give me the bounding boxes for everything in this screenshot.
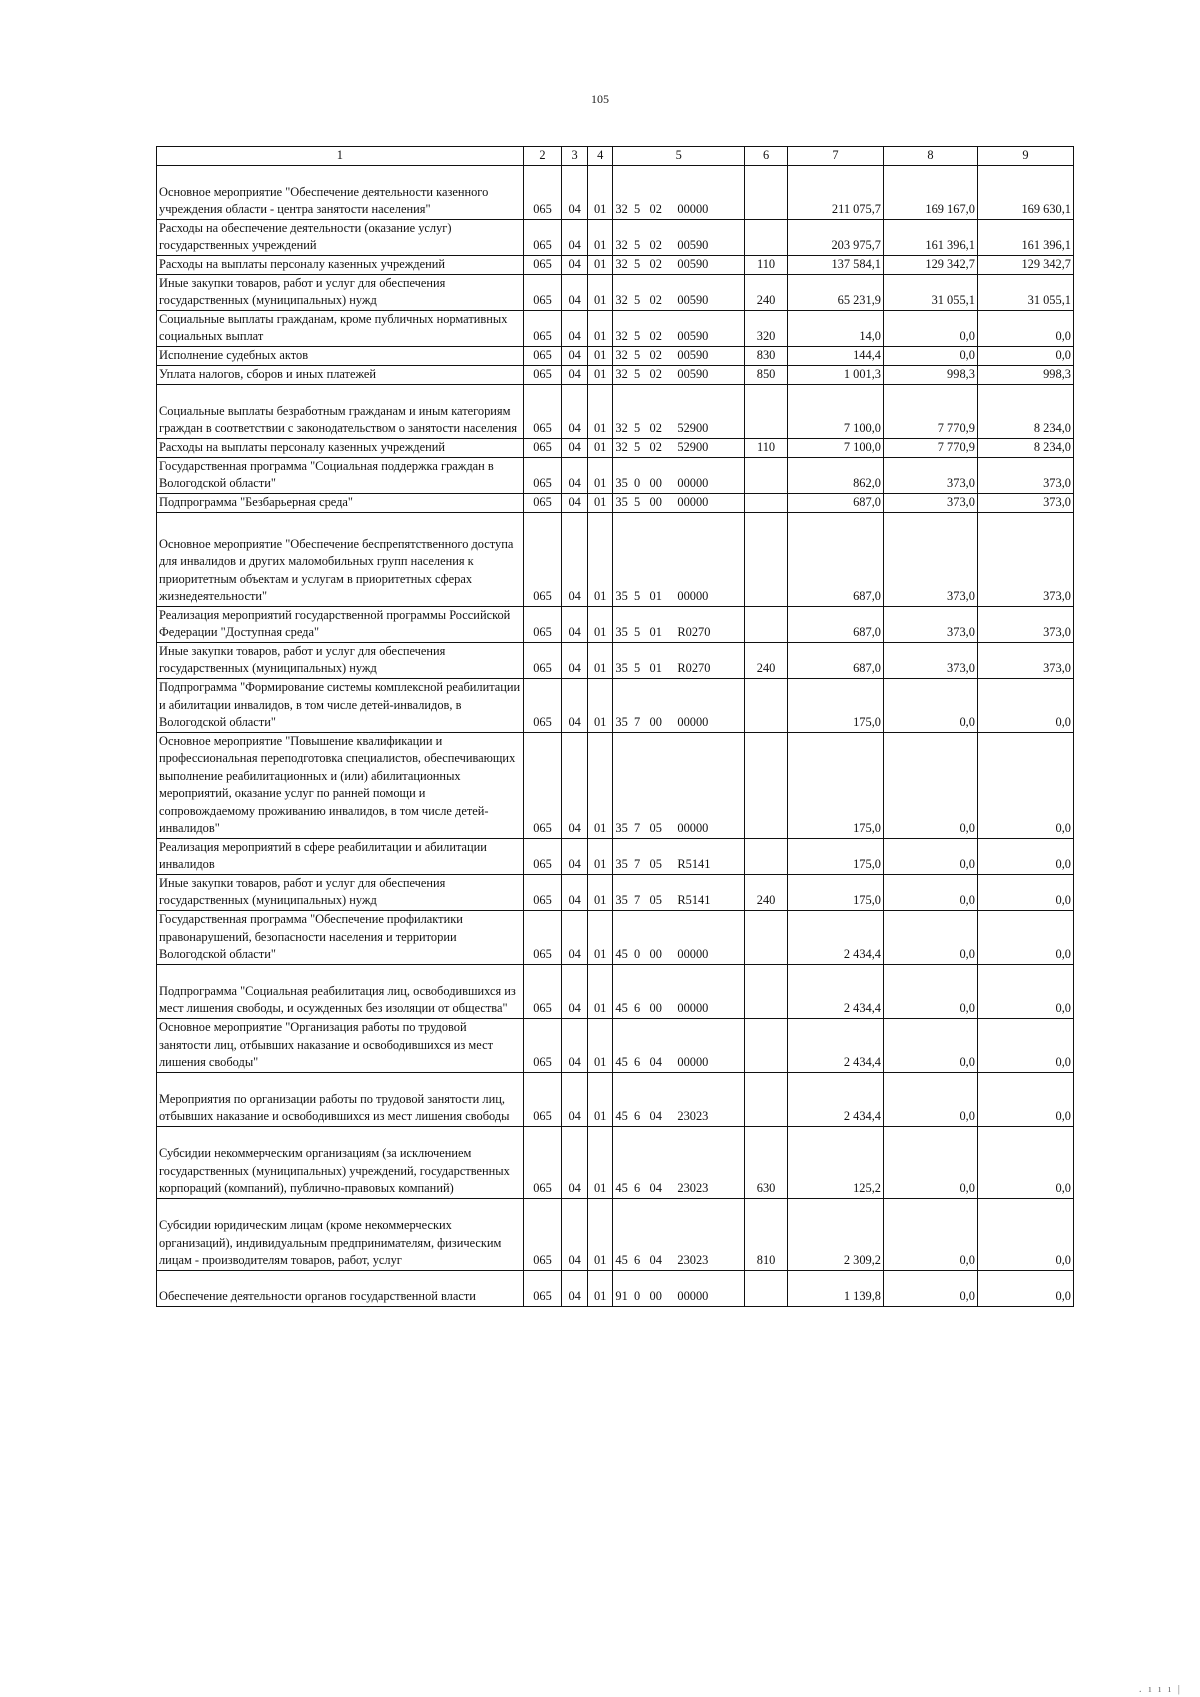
row-title: Исполнение судебных актов — [157, 346, 524, 365]
cell-expense-type — [745, 678, 788, 732]
cell-subsection: 01 — [587, 874, 613, 910]
cell-amount-3: 0,0 — [977, 678, 1073, 732]
cell-section: 04 — [562, 365, 588, 384]
cell-section: 04 — [562, 310, 588, 346]
cell-section: 04 — [562, 678, 588, 732]
table-row — [157, 384, 1074, 438]
row-title: Государственная программа "Социальная поддержка граждан в Вологодской области" — [157, 457, 524, 493]
cell-amount-2: 7 770,9 — [884, 438, 978, 457]
cell-expense-type: 630 — [745, 1126, 788, 1198]
row-title: Субсидии юридическим лицам (кроме некоммерческих организаций), индивидуальным предпринимателям, физическим лицам - производителям товаров, работ, услуг — [157, 1198, 524, 1270]
cell-amount-3: 169 630,1 — [977, 165, 1073, 219]
cell-target-article: 45 6 04 00000 — [613, 1018, 745, 1072]
cell-amount-1: 175,0 — [788, 874, 884, 910]
cell-amount-3: 0,0 — [977, 838, 1073, 874]
cell-amount-1: 862,0 — [788, 457, 884, 493]
table-row — [157, 838, 1074, 874]
cell-ministry: 065 — [523, 874, 562, 910]
cell-amount-1: 175,0 — [788, 678, 884, 732]
cell-ministry: 065 — [523, 910, 562, 964]
row-title: Расходы на выплаты персоналу казенных учреждений — [157, 255, 524, 274]
cell-target-article: 32 5 02 00590 — [613, 219, 745, 255]
cell-expense-type: 830 — [745, 346, 788, 365]
row-title: Обеспечение деятельности органов государственной власти — [157, 1270, 524, 1306]
cell-amount-2: 373,0 — [884, 512, 978, 606]
cell-amount-2: 0,0 — [884, 874, 978, 910]
row-title: Основное мероприятие "Обеспечение беспрепятственного доступа для инвалидов и других маломобильных групп населения к приоритетным объектам и услугам в приоритетных сферах жизнедеятельности" — [157, 512, 524, 606]
cell-subsection: 01 — [587, 310, 613, 346]
cell-target-article: 32 5 02 00590 — [613, 310, 745, 346]
cell-expense-type — [745, 1018, 788, 1072]
cell-amount-1: 125,2 — [788, 1126, 884, 1198]
table-row — [157, 910, 1074, 964]
row-title: Мероприятия по организации работы по трудовой занятости лиц, отбывших наказание и освободившихся из мест лишения свободы — [157, 1072, 524, 1126]
cell-amount-1: 1 139,8 — [788, 1270, 884, 1306]
cell-section: 04 — [562, 964, 588, 1018]
cell-amount-2: 0,0 — [884, 310, 978, 346]
table-row — [157, 346, 1074, 365]
cell-amount-1: 2 309,2 — [788, 1198, 884, 1270]
cell-section: 04 — [562, 384, 588, 438]
cell-amount-2: 998,3 — [884, 365, 978, 384]
cell-target-article: 35 7 00 00000 — [613, 678, 745, 732]
cell-amount-3: 0,0 — [977, 1018, 1073, 1072]
header-cell: 7 — [788, 147, 884, 166]
cell-ministry: 065 — [523, 1126, 562, 1198]
header-cell: 2 — [523, 147, 562, 166]
cell-subsection: 01 — [587, 1270, 613, 1306]
row-title: Подпрограмма "Безбарьерная среда" — [157, 493, 524, 512]
cell-subsection: 01 — [587, 274, 613, 310]
cell-subsection: 01 — [587, 1198, 613, 1270]
cell-amount-2: 161 396,1 — [884, 219, 978, 255]
cell-amount-1: 175,0 — [788, 732, 884, 838]
cell-amount-1: 7 100,0 — [788, 384, 884, 438]
cell-target-article: 35 5 00 00000 — [613, 493, 745, 512]
cell-amount-3: 0,0 — [977, 1072, 1073, 1126]
row-title: Реализация мероприятий в сфере реабилитации и абилитации инвалидов — [157, 838, 524, 874]
cell-subsection: 01 — [587, 1126, 613, 1198]
cell-expense-type — [745, 964, 788, 1018]
cell-target-article: 32 5 02 00000 — [613, 165, 745, 219]
cell-amount-2: 0,0 — [884, 1270, 978, 1306]
table-row — [157, 310, 1074, 346]
cell-ministry: 065 — [523, 1198, 562, 1270]
row-title: Государственная программа "Обеспечение профилактики правонарушений, безопасности населения и территории Вологодской области" — [157, 910, 524, 964]
table-row — [157, 964, 1074, 1018]
cell-amount-2: 0,0 — [884, 964, 978, 1018]
cell-expense-type: 320 — [745, 310, 788, 346]
cell-target-article: 45 6 04 23023 — [613, 1198, 745, 1270]
cell-amount-3: 0,0 — [977, 1198, 1073, 1270]
cell-subsection: 01 — [587, 365, 613, 384]
cell-ministry: 065 — [523, 457, 562, 493]
cell-expense-type: 110 — [745, 255, 788, 274]
header-cell: 5 — [613, 147, 745, 166]
cell-ministry: 065 — [523, 512, 562, 606]
cell-amount-2: 373,0 — [884, 457, 978, 493]
row-title: Подпрограмма "Социальная реабилитация лиц, освободившихся из мест лишения свободы, и осужденных без изоляции от общества" — [157, 964, 524, 1018]
cell-ministry: 065 — [523, 274, 562, 310]
cell-subsection: 01 — [587, 493, 613, 512]
cell-amount-3: 0,0 — [977, 910, 1073, 964]
row-title: Социальные выплаты безработным гражданам и иным категориям граждан в соответствии с законодательством о занятости населения — [157, 384, 524, 438]
cell-amount-2: 373,0 — [884, 642, 978, 678]
cell-amount-1: 203 975,7 — [788, 219, 884, 255]
header-cell: 3 — [562, 147, 588, 166]
cell-amount-2: 31 055,1 — [884, 274, 978, 310]
cell-expense-type: 110 — [745, 438, 788, 457]
cell-subsection: 01 — [587, 165, 613, 219]
scan-marks: . ı ı ı | — [1138, 1683, 1182, 1695]
header-cell: 6 — [745, 147, 788, 166]
row-title: Социальные выплаты гражданам, кроме публичных нормативных социальных выплат — [157, 310, 524, 346]
cell-amount-1: 1 001,3 — [788, 365, 884, 384]
cell-ministry: 065 — [523, 1072, 562, 1126]
cell-expense-type — [745, 910, 788, 964]
cell-expense-type — [745, 512, 788, 606]
cell-ministry: 065 — [523, 165, 562, 219]
cell-amount-1: 2 434,4 — [788, 964, 884, 1018]
table-row — [157, 732, 1074, 838]
table-row — [157, 874, 1074, 910]
cell-subsection: 01 — [587, 457, 613, 493]
cell-amount-3: 31 055,1 — [977, 274, 1073, 310]
cell-amount-3: 998,3 — [977, 365, 1073, 384]
cell-section: 04 — [562, 732, 588, 838]
cell-amount-1: 687,0 — [788, 493, 884, 512]
cell-ministry: 065 — [523, 219, 562, 255]
row-title: Иные закупки товаров, работ и услуг для обеспечения государственных (муниципальных) нужд — [157, 642, 524, 678]
cell-amount-1: 2 434,4 — [788, 1072, 884, 1126]
cell-target-article: 35 5 01 R0270 — [613, 642, 745, 678]
cell-ministry: 065 — [523, 838, 562, 874]
table-row — [157, 1126, 1074, 1198]
cell-target-article: 45 6 00 00000 — [613, 964, 745, 1018]
cell-target-article: 35 7 05 00000 — [613, 732, 745, 838]
cell-section: 04 — [562, 346, 588, 365]
cell-subsection: 01 — [587, 219, 613, 255]
row-title: Иные закупки товаров, работ и услуг для обеспечения государственных (муниципальных) нужд — [157, 874, 524, 910]
cell-amount-3: 0,0 — [977, 1126, 1073, 1198]
page-number: 105 — [591, 92, 609, 106]
cell-ministry: 065 — [523, 678, 562, 732]
table-row — [157, 219, 1074, 255]
cell-section: 04 — [562, 457, 588, 493]
cell-ministry: 065 — [523, 964, 562, 1018]
cell-amount-2: 169 167,0 — [884, 165, 978, 219]
cell-amount-2: 0,0 — [884, 838, 978, 874]
table-row — [157, 1198, 1074, 1270]
cell-amount-2: 0,0 — [884, 1126, 978, 1198]
cell-target-article: 45 6 04 23023 — [613, 1126, 745, 1198]
cell-ministry: 065 — [523, 310, 562, 346]
cell-section: 04 — [562, 438, 588, 457]
cell-section: 04 — [562, 1270, 588, 1306]
cell-subsection: 01 — [587, 606, 613, 642]
cell-amount-3: 8 234,0 — [977, 384, 1073, 438]
cell-amount-3: 373,0 — [977, 512, 1073, 606]
cell-amount-3: 129 342,7 — [977, 255, 1073, 274]
header-cell: 4 — [587, 147, 613, 166]
cell-amount-3: 0,0 — [977, 874, 1073, 910]
header-cell: 9 — [977, 147, 1073, 166]
cell-amount-1: 137 584,1 — [788, 255, 884, 274]
cell-section: 04 — [562, 274, 588, 310]
cell-amount-2: 0,0 — [884, 1072, 978, 1126]
cell-target-article: 45 0 00 00000 — [613, 910, 745, 964]
cell-section: 04 — [562, 1072, 588, 1126]
cell-subsection: 01 — [587, 512, 613, 606]
cell-ministry: 065 — [523, 438, 562, 457]
cell-expense-type — [745, 1270, 788, 1306]
cell-ministry: 065 — [523, 606, 562, 642]
cell-amount-2: 0,0 — [884, 1198, 978, 1270]
cell-ministry: 065 — [523, 642, 562, 678]
cell-target-article: 32 5 02 52900 — [613, 384, 745, 438]
cell-expense-type — [745, 606, 788, 642]
cell-amount-1: 687,0 — [788, 642, 884, 678]
cell-expense-type: 240 — [745, 274, 788, 310]
cell-amount-3: 373,0 — [977, 606, 1073, 642]
table-header-row — [157, 147, 1074, 166]
table-row — [157, 1018, 1074, 1072]
cell-expense-type: 810 — [745, 1198, 788, 1270]
cell-section: 04 — [562, 219, 588, 255]
cell-expense-type — [745, 838, 788, 874]
cell-amount-2: 373,0 — [884, 606, 978, 642]
row-title: Иные закупки товаров, работ и услуг для обеспечения государственных (муниципальных) нужд — [157, 274, 524, 310]
cell-ministry: 065 — [523, 1270, 562, 1306]
cell-amount-1: 144,4 — [788, 346, 884, 365]
table-row — [157, 457, 1074, 493]
cell-section: 04 — [562, 1198, 588, 1270]
cell-ministry: 065 — [523, 493, 562, 512]
cell-amount-3: 373,0 — [977, 457, 1073, 493]
row-title: Расходы на выплаты персоналу казенных учреждений — [157, 438, 524, 457]
table-row — [157, 678, 1074, 732]
cell-ministry: 065 — [523, 384, 562, 438]
table-row — [157, 1270, 1074, 1306]
cell-expense-type: 240 — [745, 874, 788, 910]
cell-section: 04 — [562, 165, 588, 219]
cell-amount-1: 14,0 — [788, 310, 884, 346]
cell-amount-1: 65 231,9 — [788, 274, 884, 310]
cell-subsection: 01 — [587, 255, 613, 274]
cell-expense-type — [745, 732, 788, 838]
table-row — [157, 274, 1074, 310]
cell-amount-3: 373,0 — [977, 642, 1073, 678]
cell-amount-3: 0,0 — [977, 964, 1073, 1018]
header-cell: 1 — [157, 147, 524, 166]
cell-subsection: 01 — [587, 732, 613, 838]
table-row — [157, 165, 1074, 219]
cell-target-article: 45 6 04 23023 — [613, 1072, 745, 1126]
row-title: Расходы на обеспечение деятельности (оказание услуг) государственных учреждений — [157, 219, 524, 255]
header-cell: 8 — [884, 147, 978, 166]
cell-expense-type — [745, 165, 788, 219]
cell-amount-3: 8 234,0 — [977, 438, 1073, 457]
cell-subsection: 01 — [587, 346, 613, 365]
cell-amount-2: 129 342,7 — [884, 255, 978, 274]
cell-amount-2: 0,0 — [884, 910, 978, 964]
cell-ministry: 065 — [523, 732, 562, 838]
cell-subsection: 01 — [587, 838, 613, 874]
cell-amount-1: 7 100,0 — [788, 438, 884, 457]
cell-target-article: 91 0 00 00000 — [613, 1270, 745, 1306]
cell-expense-type — [745, 1072, 788, 1126]
cell-expense-type — [745, 457, 788, 493]
cell-target-article: 32 5 02 52900 — [613, 438, 745, 457]
cell-subsection: 01 — [587, 678, 613, 732]
cell-section: 04 — [562, 606, 588, 642]
cell-target-article: 32 5 02 00590 — [613, 365, 745, 384]
cell-section: 04 — [562, 255, 588, 274]
cell-amount-3: 161 396,1 — [977, 219, 1073, 255]
cell-target-article: 35 5 01 R0270 — [613, 606, 745, 642]
cell-amount-3: 0,0 — [977, 1270, 1073, 1306]
cell-amount-2: 0,0 — [884, 678, 978, 732]
cell-ministry: 065 — [523, 346, 562, 365]
cell-subsection: 01 — [587, 438, 613, 457]
cell-amount-1: 211 075,7 — [788, 165, 884, 219]
row-title: Подпрограмма "Формирование системы комплексной реабилитации и абилитации инвалидов, в том числе детей-инвалидов, в Вологодской области" — [157, 678, 524, 732]
cell-target-article: 32 5 02 00590 — [613, 346, 745, 365]
cell-amount-3: 0,0 — [977, 346, 1073, 365]
table-row — [157, 642, 1074, 678]
cell-amount-2: 0,0 — [884, 1018, 978, 1072]
cell-amount-3: 0,0 — [977, 732, 1073, 838]
cell-amount-3: 0,0 — [977, 310, 1073, 346]
cell-ministry: 065 — [523, 255, 562, 274]
cell-amount-1: 175,0 — [788, 838, 884, 874]
row-title: Основное мероприятие "Организация работы по трудовой занятости лиц, отбывших наказание и освободившихся из мест лишения свободы" — [157, 1018, 524, 1072]
cell-amount-2: 7 770,9 — [884, 384, 978, 438]
cell-ministry: 065 — [523, 1018, 562, 1072]
cell-expense-type — [745, 384, 788, 438]
cell-amount-2: 0,0 — [884, 732, 978, 838]
cell-expense-type — [745, 493, 788, 512]
cell-target-article: 32 5 02 00590 — [613, 255, 745, 274]
cell-amount-1: 2 434,4 — [788, 910, 884, 964]
cell-subsection: 01 — [587, 1018, 613, 1072]
table-body — [157, 147, 1074, 1307]
cell-target-article: 35 5 01 00000 — [613, 512, 745, 606]
cell-section: 04 — [562, 838, 588, 874]
table-row — [157, 493, 1074, 512]
row-title: Основное мероприятие "Обеспечение деятельности казенного учреждения области - центра занятости населения" — [157, 165, 524, 219]
table-row — [157, 1072, 1074, 1126]
cell-section: 04 — [562, 642, 588, 678]
cell-section: 04 — [562, 493, 588, 512]
cell-target-article: 35 7 05 R5141 — [613, 838, 745, 874]
cell-section: 04 — [562, 1126, 588, 1198]
cell-subsection: 01 — [587, 964, 613, 1018]
cell-amount-2: 373,0 — [884, 493, 978, 512]
cell-amount-1: 2 434,4 — [788, 1018, 884, 1072]
cell-section: 04 — [562, 1018, 588, 1072]
row-title: Субсидии некоммерческим организациям (за исключением государственных (муниципальных) учреждений, государственных корпораций (компаний), публично-правовых компаний) — [157, 1126, 524, 1198]
row-title: Реализация мероприятий государственной программы Российской Федерации "Доступная среда" — [157, 606, 524, 642]
cell-subsection: 01 — [587, 384, 613, 438]
table-row — [157, 606, 1074, 642]
cell-expense-type — [745, 219, 788, 255]
cell-target-article: 32 5 02 00590 — [613, 274, 745, 310]
cell-subsection: 01 — [587, 1072, 613, 1126]
table-row — [157, 365, 1074, 384]
cell-subsection: 01 — [587, 642, 613, 678]
cell-target-article: 35 0 00 00000 — [613, 457, 745, 493]
table-row — [157, 438, 1074, 457]
cell-amount-2: 0,0 — [884, 346, 978, 365]
cell-section: 04 — [562, 874, 588, 910]
cell-amount-3: 373,0 — [977, 493, 1073, 512]
budget-table — [156, 146, 1074, 1307]
cell-expense-type: 240 — [745, 642, 788, 678]
cell-amount-1: 687,0 — [788, 606, 884, 642]
cell-target-article: 35 7 05 R5141 — [613, 874, 745, 910]
cell-subsection: 01 — [587, 910, 613, 964]
cell-section: 04 — [562, 512, 588, 606]
row-title: Основное мероприятие "Повышение квалификации и профессиональная переподготовка специалистов, обеспечивающих выполнение реабилитационных и (или) абилитационных мероприятий, оказание услуг по ранней помощи и сопровождаемому проживанию инвалидов, в том числе детей-инвалидов" — [157, 732, 524, 838]
row-title: Уплата налогов, сборов и иных платежей — [157, 365, 524, 384]
cell-section: 04 — [562, 910, 588, 964]
cell-amount-1: 687,0 — [788, 512, 884, 606]
cell-expense-type: 850 — [745, 365, 788, 384]
table-row — [157, 512, 1074, 606]
table-row — [157, 255, 1074, 274]
cell-ministry: 065 — [523, 365, 562, 384]
